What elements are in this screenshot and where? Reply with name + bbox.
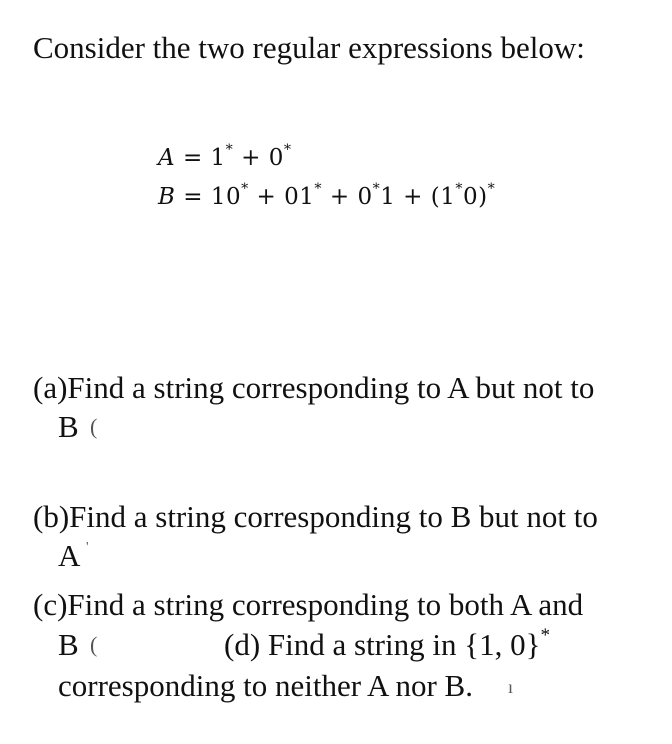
expression-b: B = 10* + 01* + 0*1 + (1*0)* xyxy=(158,181,496,210)
question-c-line2: B xyxy=(58,627,79,662)
question-a-line1: (a)Find a string corresponding to A but not to xyxy=(33,370,595,405)
problem-heading: Consider the two regular expressions below: xyxy=(33,30,585,65)
question-b-fragment: ' xyxy=(86,540,89,555)
question-b-line2: A xyxy=(58,538,81,573)
question-c-line1: (c)Find a string corresponding to both A and xyxy=(33,587,584,622)
question-a-fragment: ( xyxy=(90,414,98,439)
expression-a: A = 1* + 0* xyxy=(158,142,292,171)
expression-a-variable: A xyxy=(158,145,176,171)
question-a-line2: B xyxy=(58,409,79,444)
question-d-line2: corresponding to neither A nor B. xyxy=(58,668,473,703)
question-d-fragment: ı xyxy=(508,677,514,697)
question-b-line1: (b)Find a string corresponding to B but not to xyxy=(33,499,598,534)
question-c-fragment: ( xyxy=(90,632,98,657)
question-d-line1: (d) Find a string in {1, 0}* xyxy=(224,624,551,662)
expression-b-variable: B xyxy=(158,184,176,210)
